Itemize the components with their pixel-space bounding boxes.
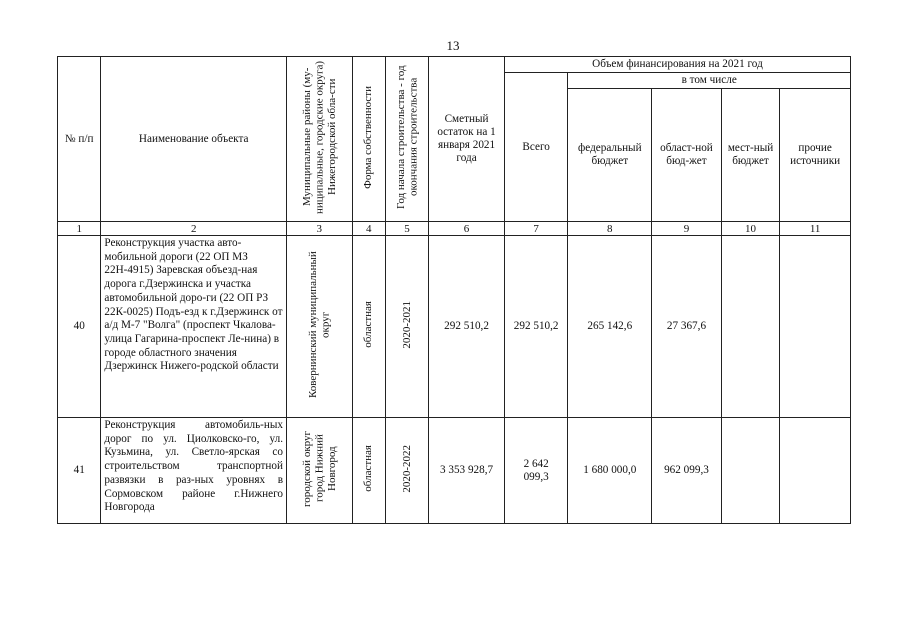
federal-value: 265 142,6 — [568, 236, 652, 418]
row-number: 41 — [58, 418, 101, 524]
financing-table — [57, 56, 851, 524]
total-value: 2 642 099,3 — [504, 418, 568, 524]
column-number: 2 — [101, 222, 287, 236]
header-federal: федеральный бюджет — [568, 89, 652, 222]
column-number-row — [58, 222, 851, 236]
federal-value: 1 680 000,0 — [568, 418, 652, 524]
header-ownership — [352, 57, 385, 222]
column-number: 10 — [721, 222, 780, 236]
municipal-cell — [287, 418, 353, 524]
local-value — [721, 236, 780, 418]
regional-value: 27 367,6 — [652, 236, 722, 418]
ownership-text: областная — [362, 301, 375, 348]
years-text: 2020-2022 — [400, 444, 413, 493]
header-years — [385, 57, 428, 222]
header-years-text: Год начала строительства - год окончания строительства — [394, 65, 420, 209]
column-number: 7 — [504, 222, 568, 236]
header-ownership-text: Форма собственности — [362, 85, 375, 189]
header-including: в том числе — [568, 73, 851, 89]
years-cell — [385, 236, 428, 418]
header-name: Наименование объекта — [101, 57, 287, 222]
ownership-cell — [352, 236, 385, 418]
estimate-value: 3 353 928,7 — [429, 418, 505, 524]
column-number: 1 — [58, 222, 101, 236]
header-total: Всего — [504, 73, 568, 222]
municipal-text: Ковернинский муниципальный округ — [306, 251, 332, 398]
total-value: 292 510,2 — [504, 236, 568, 418]
column-number: 8 — [568, 222, 652, 236]
column-number: 9 — [652, 222, 722, 236]
column-number: 3 — [287, 222, 353, 236]
header-municipal-text: Муниципальные районы (му-ниципальные, городские округа) Нижегородской обла-сти — [300, 60, 338, 214]
header-municipal — [287, 57, 353, 222]
column-number: 11 — [780, 222, 851, 236]
table-row — [58, 236, 851, 418]
header-num: № п/п — [58, 57, 101, 222]
other-value — [780, 418, 851, 524]
header-regional: област-ной бюд-жет — [652, 89, 722, 222]
municipal-text: городской округ город Нижний Новгород — [300, 430, 338, 507]
header-financing: Объем финансирования на 2021 год — [504, 57, 850, 73]
local-value — [721, 418, 780, 524]
header-other: прочие источники — [780, 89, 851, 222]
page-number: 13 — [446, 38, 460, 53]
other-value — [780, 236, 851, 418]
header-local: мест-ный бюджет — [721, 89, 780, 222]
years-text: 2020-2021 — [400, 300, 413, 349]
table-row — [58, 418, 851, 524]
column-number: 6 — [429, 222, 505, 236]
ownership-text: областная — [362, 445, 375, 492]
ownership-cell — [352, 418, 385, 524]
municipal-cell — [287, 236, 353, 418]
object-name: Реконструкция участка авто-мобильной дороги (22 ОП МЗ 22Н-4915) Заревская объезд-ная дорога г.Дзержинска и участка автомобильной доро-ги (22 ОП РЗ 22К-0025) Подъ-езд к г.Дзержинск от а/д М-7 "Волга" (проспект Чкалова-улица Гагарина-проспект Ле-нина) в городе областного значения Дзержинск Нижего-родской области — [101, 236, 287, 418]
regional-value: 962 099,3 — [652, 418, 722, 524]
column-number: 4 — [352, 222, 385, 236]
years-cell — [385, 418, 428, 524]
row-number: 40 — [58, 236, 101, 418]
header-row-1 — [58, 57, 851, 73]
estimate-value: 292 510,2 — [429, 236, 505, 418]
object-name: Реконструкция автомобиль-ных дорог по ул. Циолковско-го, ул. Кузьмина, ул. Светло-ярская со строительством транспортной развязки в раз-ных уровнях в Сормовском районе г.Нижнего Новгорода — [101, 418, 287, 524]
column-number: 5 — [385, 222, 428, 236]
header-estimate: Сметный остаток на 1 января 2021 года — [429, 57, 505, 222]
